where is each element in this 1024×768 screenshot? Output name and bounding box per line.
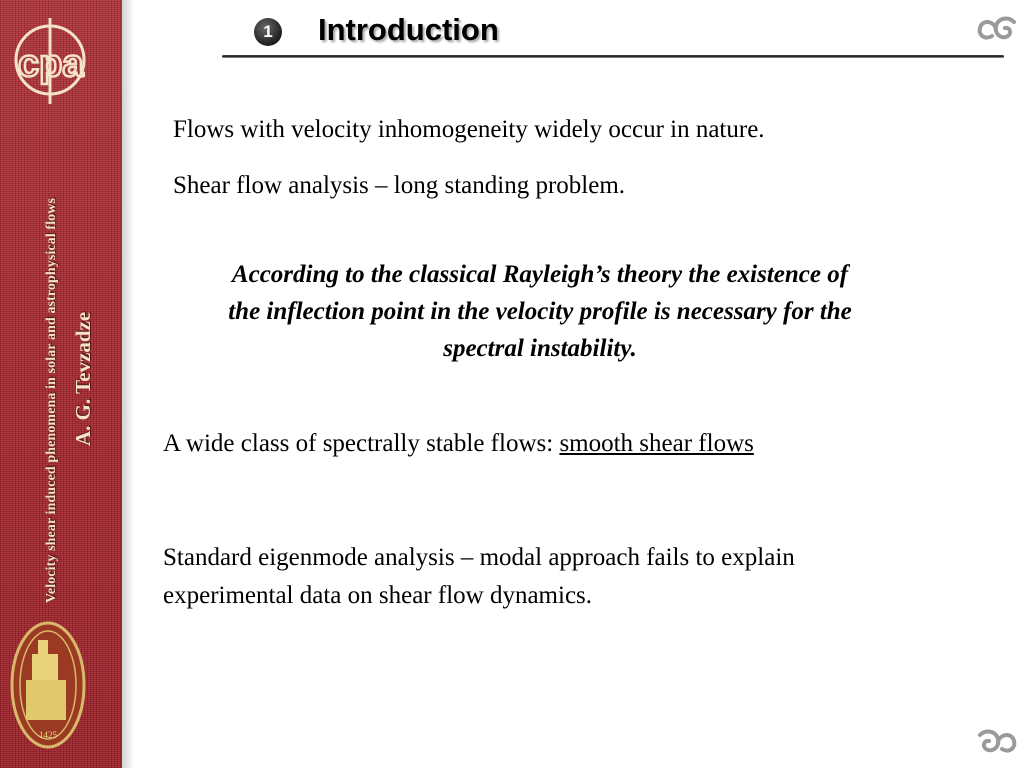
- slide-title: Introduction: [318, 12, 499, 47]
- sidebar-author: A. G. Tevzadze: [71, 311, 95, 446]
- stable-flows-line: [163, 426, 754, 462]
- intro-line-1: Flows with velocity inhomogeneity widely occur in nature.: [173, 116, 765, 143]
- stable-flows-prefix: A wide class of spectrally stable flows:: [163, 430, 560, 457]
- cpa-logo: [12, 10, 120, 110]
- smooth-shear-flows-text: smooth shear flows: [559, 430, 754, 457]
- sidebar-shadow: [122, 0, 134, 768]
- intro-line-2: Shear flow analysis – long standing problem.: [173, 172, 626, 199]
- rayleigh-theory-quote: According to the classical Rayleigh’s theory the existence of the inflection point in the velocity profile is necessary for the spectral instability.: [228, 261, 852, 362]
- prev-slide-icon[interactable]: [974, 14, 1020, 44]
- sidebar: [0, 0, 122, 768]
- sidebar-subtitle: Velocity shear induced phenomena in solar and astrophysical flows: [44, 197, 59, 603]
- university-seal: [8, 620, 88, 750]
- section-number-badge: 1: [254, 18, 282, 46]
- title-underline: [222, 55, 1004, 58]
- next-slide-icon[interactable]: [974, 727, 1020, 757]
- eigenmode-analysis-line: Standard eigenmode analysis – modal approach fails to explain experimental data on shear flow dynamics.: [163, 544, 795, 609]
- logo-text: cpa: [18, 43, 84, 85]
- seal-year: 1425: [39, 730, 57, 740]
